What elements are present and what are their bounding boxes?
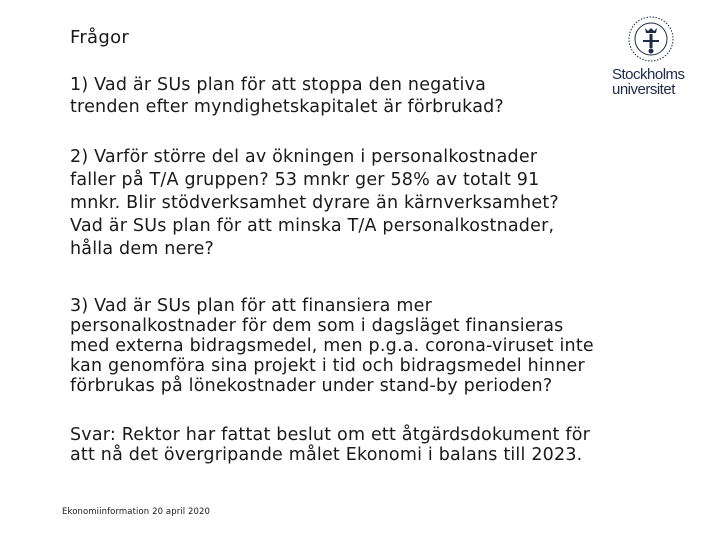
answer-line: att nå det övergripande målet Ekonomi i balans till 2023. <box>70 445 583 465</box>
question-2-line: Vad är SUs plan för att minska T/A personalkostnader, <box>70 216 555 236</box>
stockholm-university-seal-icon <box>626 14 676 64</box>
question-2-line: hålla dem nere? <box>70 239 215 259</box>
slide-title: Frågor <box>70 27 130 48</box>
question-2-line: 2) Varför större del av ökningen i personalkostnader <box>70 147 538 167</box>
question-1-line: 1) Vad är SUs plan för att stoppa den negativa <box>70 75 487 95</box>
question-3-line: kan genomföra sina projekt i tid och bidragsmedel hinner <box>70 356 585 376</box>
question-3-line: förbrukas på lönekostnader under stand-by perioden? <box>70 376 553 396</box>
footer-text: Ekonomiinformation 20 april 2020 <box>62 507 211 517</box>
answer-line: Svar: Rektor har fattat beslut om ett åtgärdsdokument för <box>70 425 591 445</box>
question-3-line: med externa bidragsmedel, men p.g.a. corona-viruset inte <box>70 336 594 356</box>
question-2 <box>70 146 670 261</box>
logo-line-1: Stockholms <box>612 66 685 83</box>
question-2-line: faller på T/A gruppen? 53 mnkr ger 58% av totalt 91 <box>70 170 540 190</box>
question-1 <box>70 74 670 118</box>
question-3-line: 3) Vad är SUs plan för att finansiera mer <box>70 296 432 316</box>
question-3 <box>70 296 670 396</box>
question-1-line: trenden efter myndighetskapitalet är förbrukad? <box>70 97 504 117</box>
question-2-line: mnkr. Blir stödverksamhet dyrare än kärnverksamhet? <box>70 193 559 213</box>
logo-line-2: universitet <box>612 81 675 98</box>
answer <box>70 425 670 465</box>
question-3-line: personalkostnader för dem som i dagsläget finansieras <box>70 316 564 336</box>
